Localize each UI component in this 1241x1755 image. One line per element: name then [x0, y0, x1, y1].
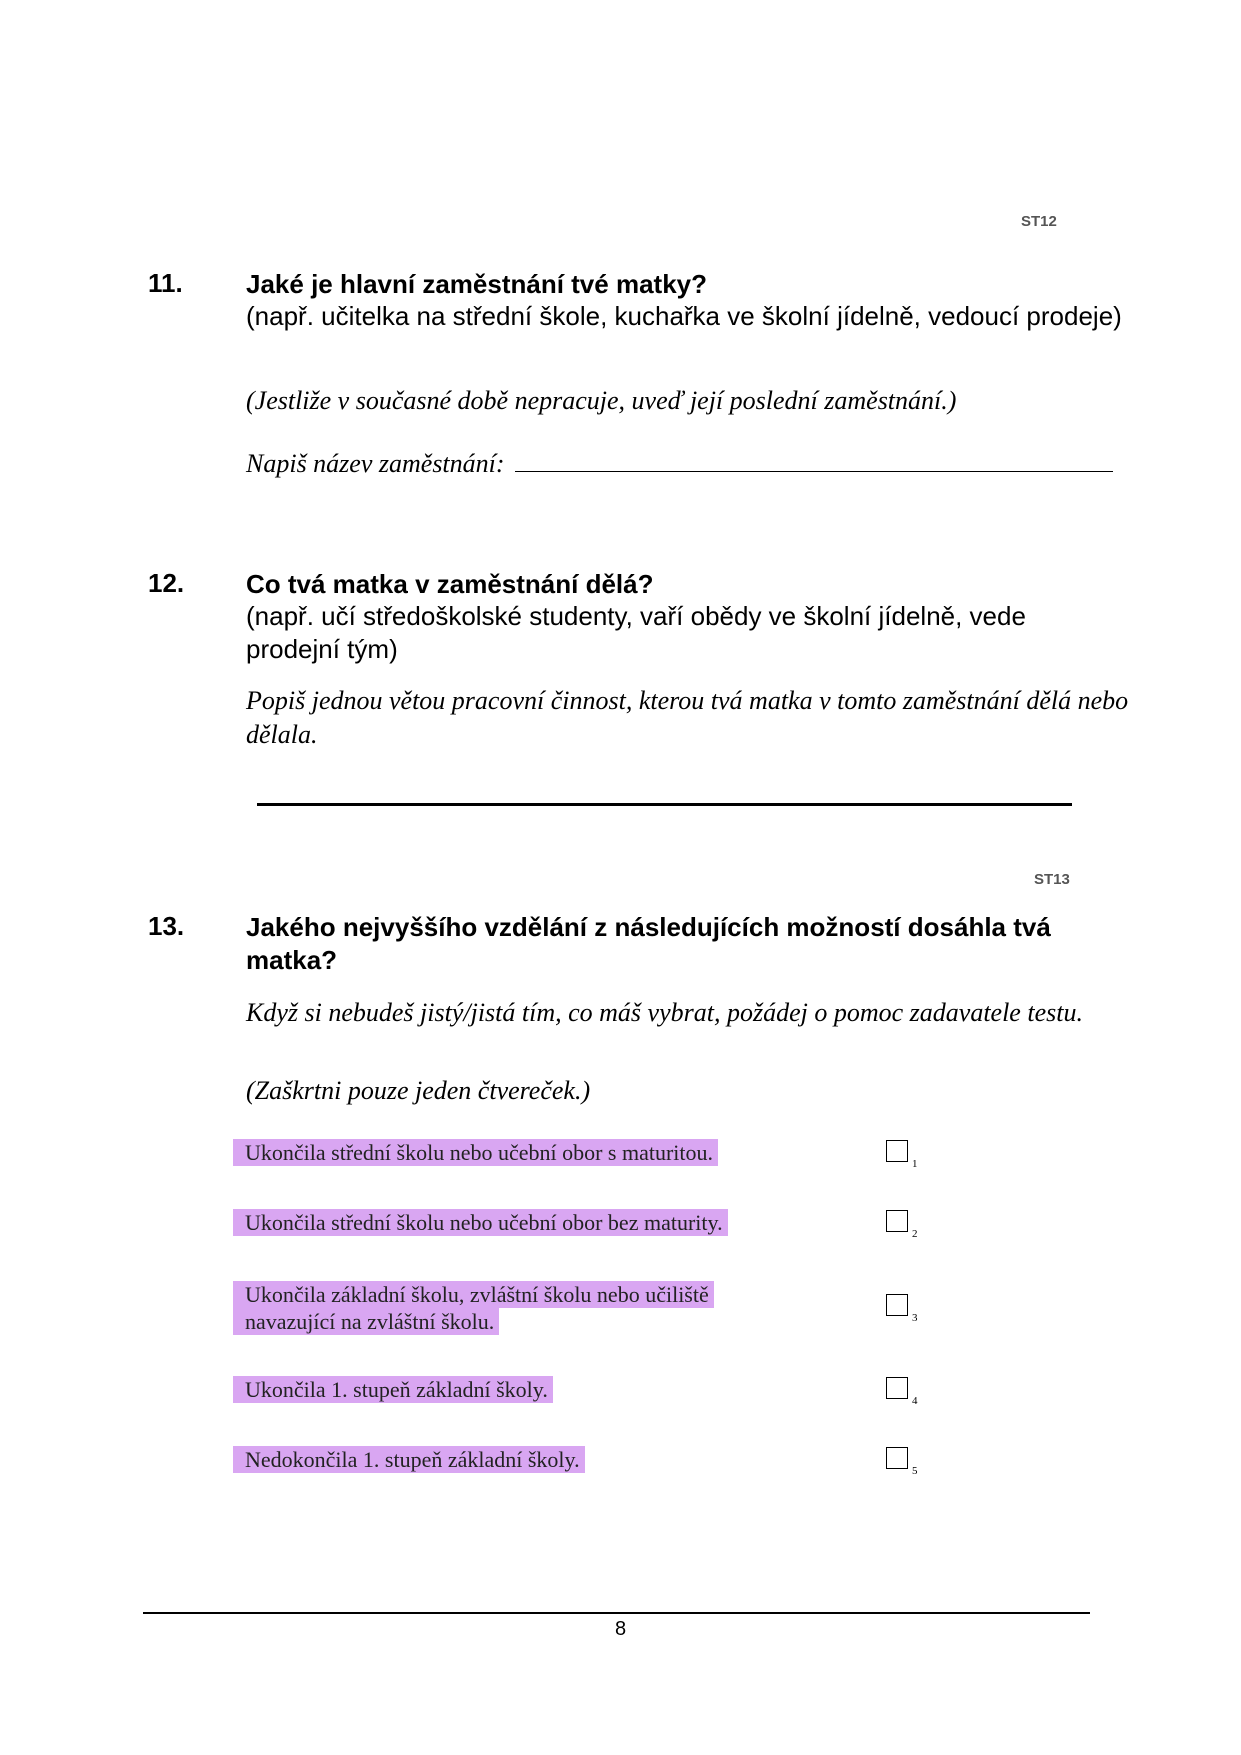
- option-2-label: Ukončila střední školu nebo učební obor bez maturity.: [233, 1209, 728, 1236]
- option-4-label: Ukončila 1. stupeň základní školy.: [233, 1376, 553, 1403]
- occupation-field-label: Napiš název zaměstnání:: [246, 449, 505, 478]
- question-13-title: Jakého nejvyššího vzdělání z následujících možností dosáhla tvá matka?: [246, 912, 1051, 975]
- section-code-st13: ST13: [1034, 871, 1070, 888]
- question-11-title: Jaké je hlavní zaměstnání tvé matky?: [246, 269, 707, 299]
- option-4-code: 4: [912, 1395, 918, 1407]
- question-13-instruction-single-box: (Zaškrtni pouze jeden čtvereček.): [246, 1076, 591, 1105]
- question-12-example: (např. učí středoškolské studenty, vaří obědy ve školní jídelně, vede prodejní tým): [246, 601, 1026, 664]
- question-13-instruction: Když si nebudeš jistý/jistá tím, co máš vybrat, požádej o pomoc zadavatele testu.: [246, 998, 1083, 1027]
- option-2-checkbox[interactable]: [886, 1210, 908, 1232]
- option-5-label: Nedokončila 1. stupeň základní školy.: [233, 1446, 585, 1473]
- activity-answer-line[interactable]: [257, 803, 1072, 806]
- question-11-example: (např. učitelka na střední škole, kuchařka ve školní jídelně, vedoucí prodeje): [246, 301, 1122, 331]
- option-5-checkbox[interactable]: [886, 1447, 908, 1469]
- option-1-label: Ukončila střední školu nebo učební obor s maturitou.: [233, 1139, 718, 1166]
- option-3-label-line2: navazující na zvláštní školu.: [233, 1308, 499, 1335]
- question-11-number: 11.: [148, 268, 183, 298]
- footer-divider: [143, 1612, 1090, 1614]
- option-2-code: 2: [912, 1228, 918, 1240]
- option-1-checkbox[interactable]: [886, 1140, 908, 1162]
- question-11-instruction: (Jestliže v současné době nepracuje, uveď její poslední zaměstnání.): [246, 386, 957, 415]
- option-1-code: 1: [912, 1158, 918, 1170]
- occupation-answer-line[interactable]: [515, 443, 1113, 472]
- option-3-label-line1: Ukončila základní školu, zvláštní školu nebo učiliště: [233, 1281, 714, 1308]
- option-3-code: 3: [912, 1312, 918, 1324]
- question-13-number: 13.: [148, 911, 185, 941]
- question-12-title: Co tvá matka v zaměstnání dělá?: [246, 569, 654, 599]
- page-number: 8: [614, 1618, 627, 1640]
- section-code-st12: ST12: [1021, 213, 1057, 230]
- option-4-checkbox[interactable]: [886, 1377, 908, 1399]
- question-11-answer-row: [246, 443, 1146, 481]
- question-12-instruction: Popiš jednou větou pracovní činnost, kterou tvá matka v tomto zaměstnání dělá nebo dělala.: [246, 686, 1129, 749]
- option-3-checkbox[interactable]: [886, 1294, 908, 1316]
- option-5-code: 5: [912, 1465, 918, 1477]
- question-12-number: 12.: [148, 568, 185, 598]
